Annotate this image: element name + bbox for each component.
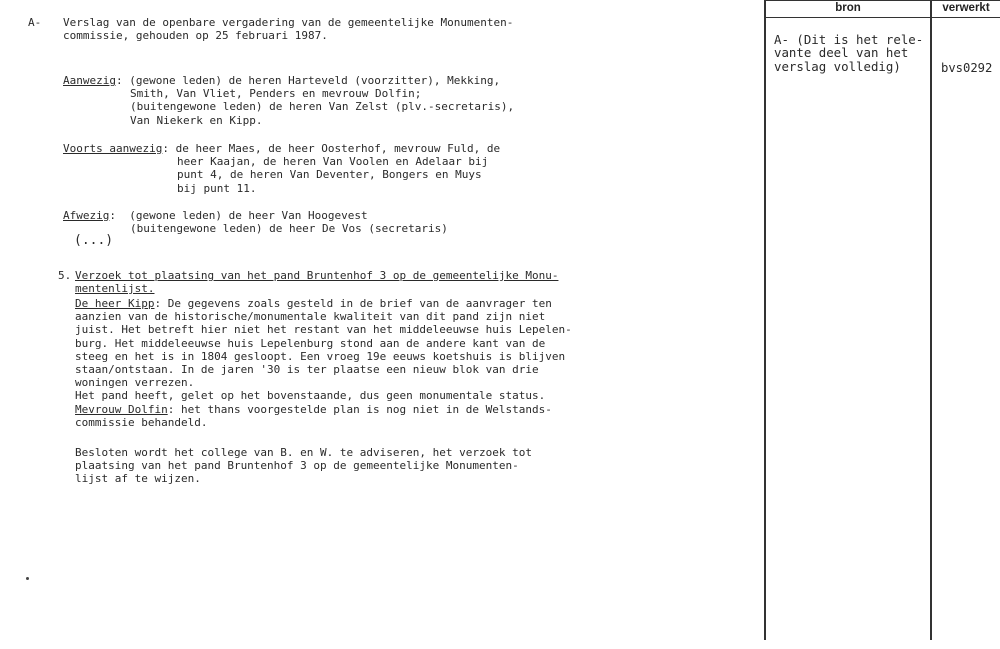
voorts-block (63, 142, 500, 155)
document-title (63, 16, 513, 42)
bron-line: vante deel van het (774, 45, 909, 61)
item-title (75, 269, 558, 295)
title-line: Verslag van de openbare vergadering van de gemeentelijke Monumenten- (63, 16, 514, 29)
aanwezig-label: Aanwezig (63, 74, 116, 87)
kipp-line: staan/ontstaan. In de jaren '30 is ter plaatse een nieuw blok van drie (75, 363, 539, 377)
kipp-line: juist. Het betreft hier niet het restant van het middeleeuwse huis Lepelen- (75, 323, 572, 337)
voorts-line: punt 4, de heren Van Deventer, Bongers en Muys (177, 168, 482, 182)
afwezig-label: Afwezig (63, 209, 110, 222)
margin-dot (26, 577, 29, 580)
table-column-divider (930, 0, 932, 640)
decision-line: Besloten wordt het college van B. en W. te adviseren, het verzoek tot (75, 446, 532, 459)
kipp-line: Het pand heeft, gelet op het bovenstaande, dus geen monumentale status. (75, 389, 546, 403)
item-title-line: mentenlijst. (75, 282, 155, 296)
afwezig-line: : (gewone leden) de heer Van Hoogevest (109, 209, 368, 222)
decision-line: plaatsing van het pand Bruntenhof 3 op de gemeentelijke Monumenten- (75, 459, 519, 473)
voorts-line: : de heer Maes, de heer Oosterhof, mevrouw Fuld, de (162, 142, 501, 155)
section-marker: A- (28, 16, 42, 29)
decision-paragraph (75, 446, 532, 486)
column-header-bron: bron (835, 2, 861, 14)
kipp-line: aanzien van de historische/monumentale kwaliteit van dit pand zijn niet (75, 310, 546, 324)
voorts-line: heer Kaajan, de heren Van Voolen en Adelaar bij (177, 155, 489, 169)
kipp-label: De heer Kipp (75, 297, 155, 310)
verwerkt-code: bvs0292 (941, 61, 993, 75)
table-left-border (764, 0, 766, 640)
aanwezig-line: (buitengewone leden) de heren Van Zelst (plv.-secretaris), (130, 100, 515, 114)
kipp-line: woningen verrezen. (75, 376, 195, 390)
title-line: commissie, gehouden op 25 februari 1987. (63, 29, 328, 43)
aanwezig-block (63, 74, 500, 87)
kipp-line: burg. Het middeleeuwse huis Lepelenburg stond aan de andere kant van de (75, 336, 546, 350)
table-header-rule (764, 17, 1000, 18)
decision-line: lijst af te wijzen. (75, 472, 201, 486)
voorts-label: Voorts aanwezig (63, 142, 163, 155)
item-number: 5. (58, 269, 72, 282)
afwezig-block (63, 209, 368, 222)
afwezig-continuation (130, 222, 448, 235)
aanwezig-line: : (gewone leden) de heren Harteveld (voorzitter), Mekking, (115, 74, 501, 87)
column-header-verwerkt: verwerkt (942, 2, 990, 14)
kipp-statement (75, 297, 572, 429)
voorts-continuation (177, 155, 488, 195)
bron-note (774, 33, 923, 73)
aanwezig-line: Smith, Van Vliet, Penders en mevrouw Dolfin; (130, 87, 422, 101)
dolfin-line: commissie behandeld. (75, 415, 208, 429)
dolfin-label: Mevrouw Dolfin (75, 402, 168, 416)
item-title-line: Verzoek tot plaatsing van het pand Bruntenhof 3 op de gemeentelijke Monu- (75, 269, 559, 282)
aanwezig-continuation (130, 87, 514, 127)
afwezig-line: (buitengewone leden) de heer De Vos (secretaris) (130, 222, 448, 236)
bron-line: verslag volledig) (774, 58, 901, 74)
ellipsis: (...) (74, 233, 114, 248)
voorts-line: bij punt 11. (177, 181, 257, 195)
bron-line: A- (Dit is het rele- (774, 32, 924, 47)
kipp-line: steeg en het is in 1804 gesloopt. Een vroeg 19e eeuws koetshuis is blijven (75, 349, 566, 363)
kipp-line: : De gegevens zoals gesteld in de brief van de aanvrager ten (154, 297, 552, 310)
dolfin-line: : het thans voorgestelde plan is nog niet in de Welstands- (167, 402, 552, 416)
aanwezig-line: Van Niekerk en Kipp. (130, 113, 263, 127)
